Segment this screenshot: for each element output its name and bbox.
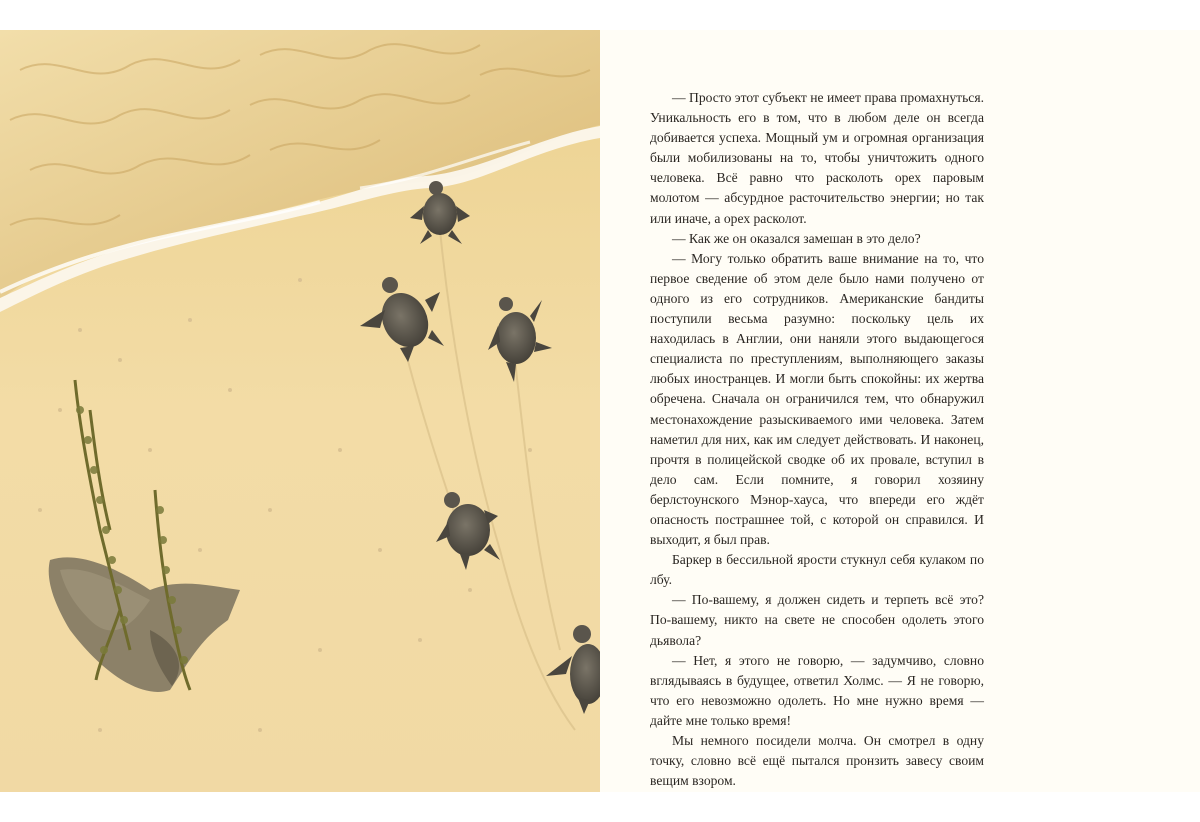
paragraph-1: — Просто этот субъект не имеет права промахнуться. Уникальность его в том, что в любом деле он всегда добивается успеха. Мощный ум и огромная организация были мобилизованы на то, чтобы уничтожить одного человека. Всё равно что расколоть орех паровым молотом — абсурдное расточительство энергии; но так или иначе, а орех расколот. bbox=[650, 90, 984, 226]
turtles-on-beach-image bbox=[0, 30, 600, 792]
paragraph-3: — Могу только обратить ваше внимание на то, что первое сведение об этом деле было нами получено от одного из его сотрудников. Американские бандиты поступили весьма разумно: поскольку цель их находилась в Англии, они наняли этого выдающегося специалиста по преступлениям, выполняющего заказы любых иностранцев. И могли быть спокойны: их жертва обречена. Сначала он ограничился тем, что обнаружил местонахождение разыскиваемого ими человека. Затем наметил для них, как им следует действовать. И наконец, прочтя в полицейской сводке об их провале, вступил в дело сам. Если помните, я говорил хозяину берлстоунского Мэнор-хауса, что впереди его ждёт опасность пострашнее той, с которой он справился. И выходит, я был прав. bbox=[650, 250, 984, 548]
beach-illustration bbox=[0, 30, 600, 792]
paragraph-4: Баркер в бессильной ярости стукнул себя кулаком по лбу. bbox=[650, 552, 984, 588]
paragraph-2: — Как же он оказался замешан в это дело? bbox=[672, 230, 921, 246]
book-spread bbox=[0, 30, 1200, 792]
paragraph-6: — Нет, я этого не говорю, — задумчиво, словно вглядываясь в будущее, ответил Холмс. — Я не говорю, что его невозможно одолеть. Но мне нужно время — дайте мне только время! bbox=[650, 652, 984, 728]
paragraph-7: Мы немного посидели молча. Он смотрел в одну точку, словно всё ещё пытался пронзить завесу своим вещим взором. bbox=[650, 733, 984, 789]
paragraph-5: — По-вашему, я должен сидеть и терпеть всё это? По-вашему, никто на свете не способен одолеть этого дьявола? bbox=[650, 592, 984, 648]
story-text bbox=[650, 88, 984, 791]
